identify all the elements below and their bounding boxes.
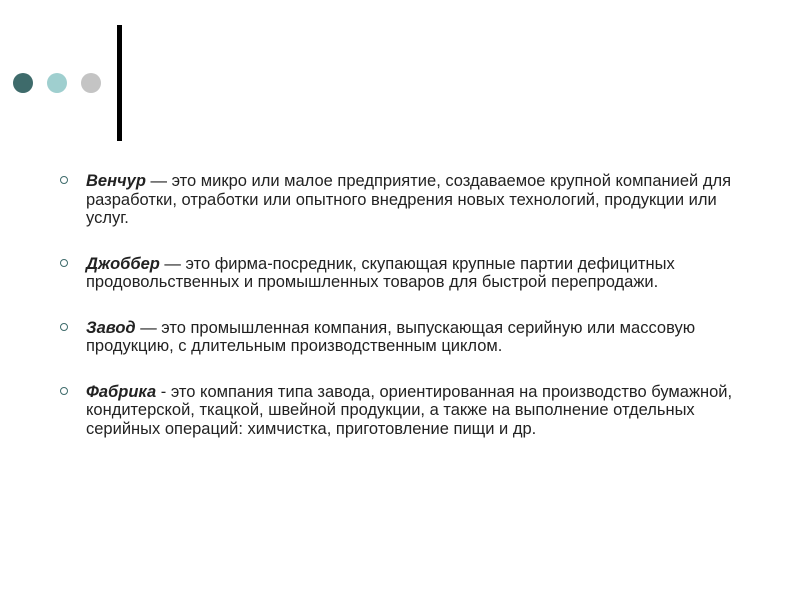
term-label: Фабрика [86, 382, 157, 401]
bullet-icon [60, 259, 68, 267]
definition-text: — это микро или малое предприятие, создаваемое крупной компанией для разработки, отработки или опытного внедрения новых технологий, продукции или услуг. [86, 172, 732, 227]
list-item-venture [60, 172, 740, 228]
definition-text: — это промышленная компания, выпускающая серийную или массовую продукцию, с длительным производственным циклом. [86, 318, 696, 355]
list-item-factory [60, 383, 740, 439]
title-divider-bar [117, 25, 122, 141]
definition-text: - это компания типа завода, ориентированная на производство бумажной, кондитерской, ткацкой, швейной продукции, а также на выполнение отдельных серийных операций: химчистка, приготовление пищи и др. [86, 382, 733, 438]
decorative-dot-gray [81, 73, 101, 93]
term-label: Завод [86, 318, 136, 337]
bullet-icon [60, 387, 68, 395]
bullet-icon [60, 323, 68, 331]
definitions-list [60, 172, 740, 465]
decorative-dot-light [47, 73, 67, 93]
term-label: Венчур [86, 172, 146, 190]
bullet-icon [60, 176, 68, 184]
list-item-jobber [60, 255, 740, 292]
decorative-dot-dark [13, 73, 33, 93]
term-label: Джоббер [86, 254, 160, 273]
definition-text: — это фирма-посредник, скупающая крупные партии дефицитных продовольственных и промышленных товаров для быстрой перепродажи. [86, 254, 675, 291]
list-item-plant [60, 319, 740, 356]
